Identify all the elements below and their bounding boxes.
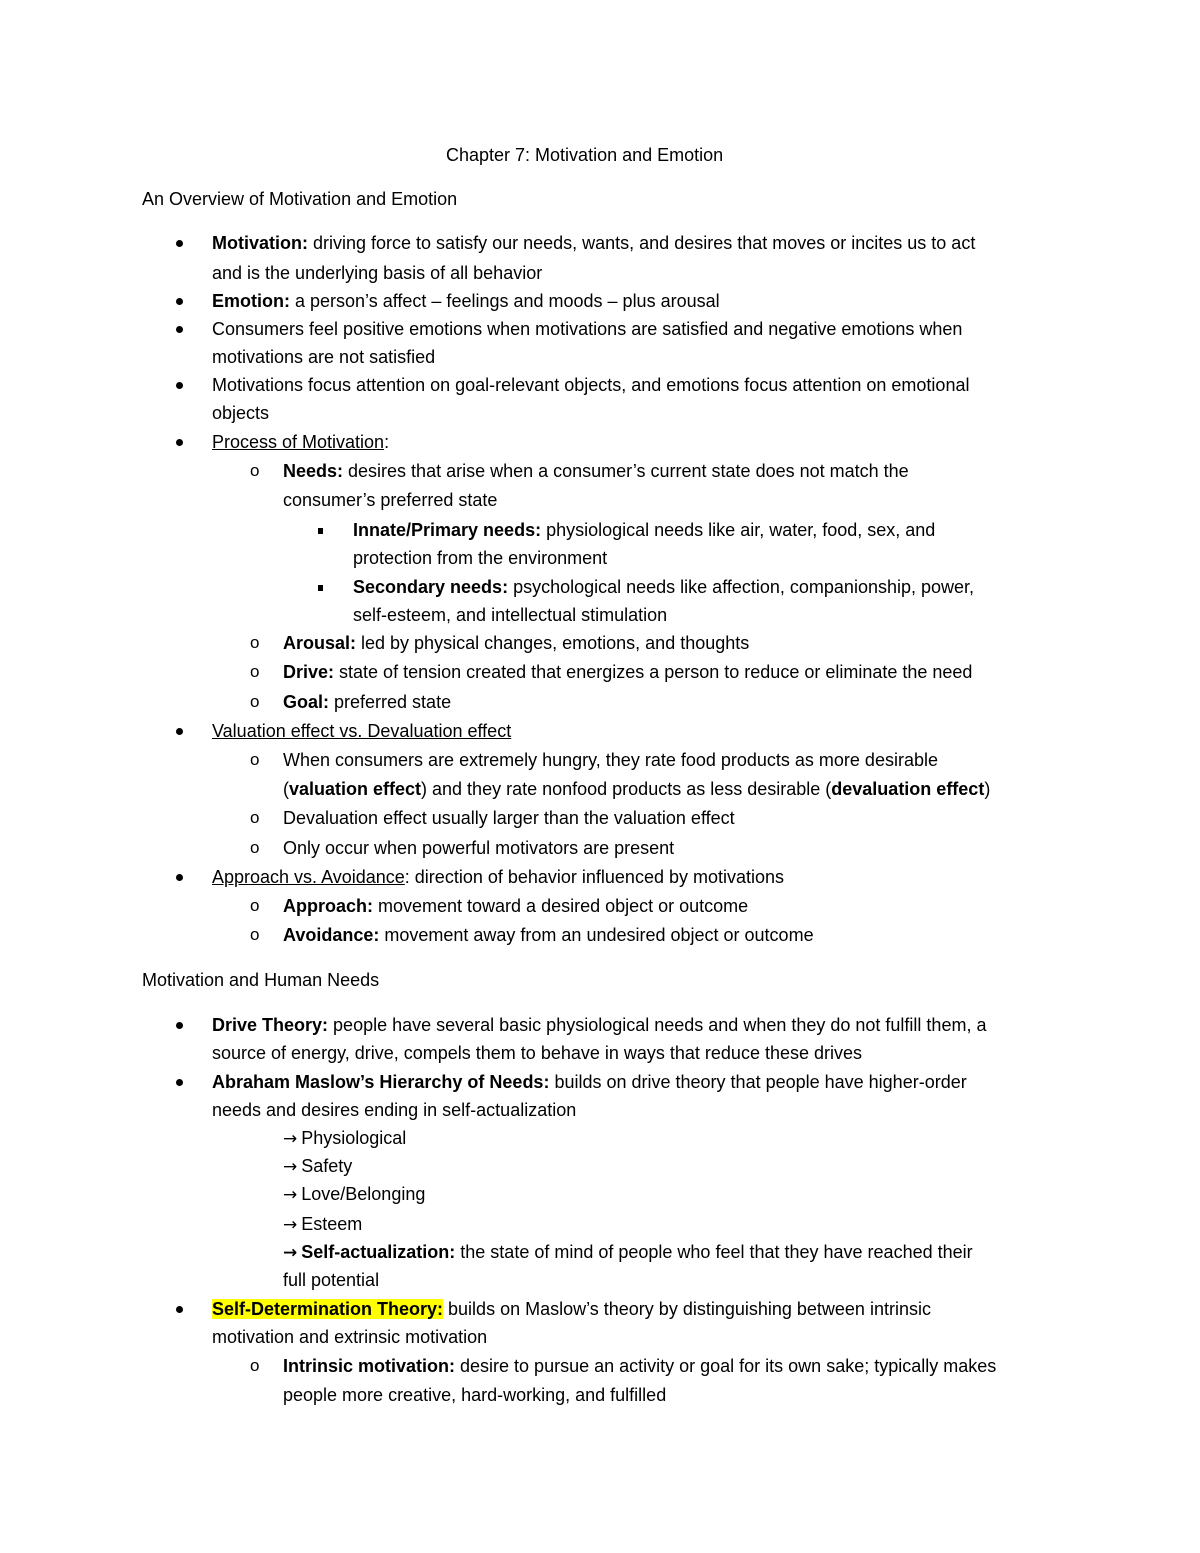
self-determination-line2: motivation and extrinsic motivation — [212, 1327, 488, 1347]
maslow-level-safety: → Safety — [283, 1156, 353, 1177]
goal-definition: Goal: preferred state — [283, 692, 452, 712]
powerful-motivators: Only occur when powerful motivators are present — [283, 838, 675, 858]
arrow-right-icon: → — [283, 1215, 298, 1235]
drive-theory-line1: Drive Theory: people have several basic physiological needs and when they do not fulfill them, a — [212, 1015, 987, 1035]
needs-definition-line1: Needs: desires that arise when a consumer’s current state does not match the — [283, 461, 909, 481]
drive-definition: Drive: state of tension created that energizes a person to reduce or eliminate the need — [283, 662, 973, 682]
arousal-definition: Arousal: led by physical changes, emotions, and thoughts — [283, 633, 750, 653]
bullet-icon — [176, 240, 183, 247]
approach-definition: Approach: movement toward a desired object or outcome — [283, 896, 749, 916]
bullet-icon — [176, 1022, 183, 1029]
arrow-right-icon: → — [283, 1129, 298, 1149]
sub-bullet-icon: o — [250, 1356, 260, 1375]
sub-bullet-icon: o — [250, 896, 260, 915]
arrow-right-icon: → — [283, 1157, 298, 1177]
sub-bullet-icon: o — [250, 461, 260, 480]
maslow-line2: needs and desires ending in self-actualization — [212, 1100, 577, 1120]
maslow-line1: Abraham Maslow’s Hierarchy of Needs: builds on drive theory that people have higher-order — [212, 1072, 967, 1092]
sub-bullet-icon: o — [250, 692, 260, 711]
arrow-right-icon: → — [283, 1185, 298, 1205]
sub-bullet-icon: o — [250, 750, 260, 769]
bullet-icon — [176, 326, 183, 333]
bullet-icon — [176, 728, 183, 735]
maslow-level-physiological: → Physiological — [283, 1128, 407, 1149]
valuation-effect-label: Valuation effect vs. Devaluation effect — [212, 721, 512, 741]
positive-emotions-line1: Consumers feel positive emotions when motivations are satisfied and negative emotions when — [212, 319, 963, 339]
motivation-definition-line1: Motivation: driving force to satisfy our needs, wants, and desires that moves or incites us to act — [212, 233, 976, 253]
positive-emotions-line2: motivations are not satisfied — [212, 347, 436, 367]
sub-bullet-icon: o — [250, 925, 260, 944]
focus-attention-line2: objects — [212, 403, 270, 423]
maslow-level-self-actualization-line2: full potential — [283, 1270, 380, 1290]
intrinsic-motivation-line1: Intrinsic motivation: desire to pursue an activity or goal for its own sake; typically makes — [283, 1356, 997, 1376]
sub-bullet-icon: o — [250, 838, 260, 857]
emotion-definition: Emotion: a person’s affect – feelings and moods – plus arousal — [212, 291, 720, 311]
hungry-consumers-line1: When consumers are extremely hungry, they rate food products as more desirable — [283, 750, 938, 770]
hungry-consumers-line2: (valuation effect) and they rate nonfood products as less desirable (devaluation effect) — [283, 779, 991, 799]
secondary-needs-line2: self-esteem, and intellectual stimulation — [353, 605, 668, 625]
bullet-icon — [176, 439, 183, 446]
section-heading-overview: An Overview of Motivation and Emotion — [142, 189, 458, 209]
devaluation-larger: Devaluation effect usually larger than the valuation effect — [283, 808, 735, 828]
maslow-level-self-actualization-line1: → Self-actualization: the state of mind of people who feel that they have reached their — [283, 1242, 973, 1263]
square-bullet-icon — [318, 528, 323, 534]
highlighted-term: Self-Determination Theory: — [212, 1299, 444, 1319]
maslow-level-love-belonging: → Love/Belonging — [283, 1184, 426, 1205]
sub-bullet-icon: o — [250, 662, 260, 681]
avoidance-definition: Avoidance: movement away from an undesired object or outcome — [283, 925, 814, 945]
intrinsic-motivation-line2: people more creative, hard-working, and fulfilled — [283, 1385, 667, 1405]
innate-needs-line1: Innate/Primary needs: physiological needs like air, water, food, sex, and — [353, 520, 936, 540]
focus-attention-line1: Motivations focus attention on goal-relevant objects, and emotions focus attention on emotional — [212, 375, 970, 395]
secondary-needs-line1: Secondary needs: psychological needs like affection, companionship, power, — [353, 577, 975, 597]
bullet-icon — [176, 382, 183, 389]
self-determination-line1: Self-Determination Theory: builds on Maslow’s theory by distinguishing between intrinsic — [212, 1299, 931, 1319]
motivation-definition-line2: and is the underlying basis of all behavior — [212, 263, 543, 283]
approach-avoidance-label: Approach vs. Avoidance: direction of behavior influenced by motivations — [212, 867, 785, 887]
innate-needs-line2: protection from the environment — [353, 548, 608, 568]
page-title: Chapter 7: Motivation and Emotion — [446, 145, 724, 165]
bullet-icon — [176, 298, 183, 305]
process-of-motivation-label: Process of Motivation: — [212, 432, 390, 452]
bullet-icon — [176, 874, 183, 881]
bullet-icon — [176, 1079, 183, 1086]
maslow-level-esteem: → Esteem — [283, 1214, 363, 1235]
drive-theory-line2: source of energy, drive, compels them to behave in ways that reduce these drives — [212, 1043, 863, 1063]
sub-bullet-icon: o — [250, 633, 260, 652]
square-bullet-icon — [318, 585, 323, 591]
bullet-icon — [176, 1306, 183, 1313]
section-heading-human-needs: Motivation and Human Needs — [142, 970, 380, 990]
sub-bullet-icon: o — [250, 808, 260, 827]
needs-definition-line2: consumer’s preferred state — [283, 490, 498, 510]
arrow-right-icon: → — [283, 1243, 298, 1263]
